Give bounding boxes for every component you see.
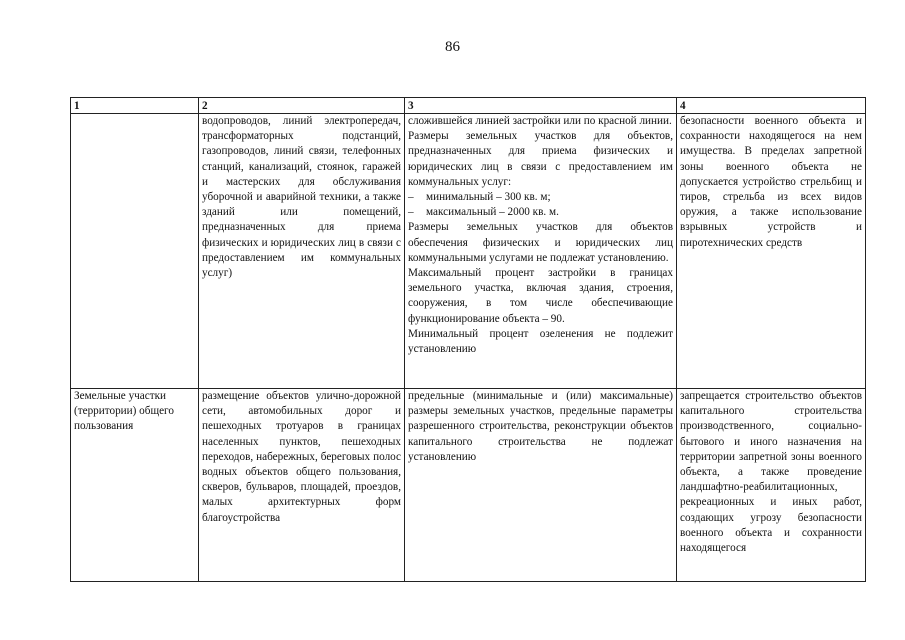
- parameters-paragraph: Минимальный процент озеленения не подлежит установлению: [408, 327, 673, 356]
- dash-marker: –: [408, 191, 414, 204]
- cell-restrictions: безопасности военного объекта и сохранности находящегося на нем имущества. В пределах запретной зоны военного объекта не допускается устройство стрельбищ и тиров, стрельба из всех видов оружия, а также использование взрывных устройств и пиротехнических средств: [677, 114, 866, 389]
- dash-list-item: [408, 190, 673, 205]
- parameters-paragraph: Размеры земельных участков для объектов, предназначенных для приема физических и юридических лиц в связи с предоставлением им коммунальных услуг:: [408, 130, 673, 188]
- table-row: [71, 114, 866, 389]
- dash-item-text: максимальный – 2000 кв. м.: [426, 206, 559, 219]
- header-col-4: 4: [677, 98, 866, 114]
- cell-parameters: [405, 114, 677, 389]
- cell-zone-type: Земельные участки (территории) общего пользования: [71, 389, 199, 582]
- header-col-3: 3: [405, 98, 677, 114]
- cell-zone-type: [71, 114, 199, 389]
- cell-permitted-use: водопроводов, линий электропередач, трансформаторных подстанций, газопроводов, линий связи, телефонных станций, канализаций, стоянок, гаражей и мастерских для обслуживания уборочной и аварийной техники, а также зданий или помещений, предназначенных для приема физических и юридических лиц в связи с предоставлением им коммунальных услуг): [199, 114, 405, 389]
- parameters-paragraph: Размеры земельных участков для объектов обеспечения физических и юридических лиц коммунальными услугами не подлежат установлению.: [408, 221, 673, 264]
- cell-restrictions: запрещается строительство объектов капитального строительства производственного, социально-бытового и иного назначения на территории запретной зоны военного объекта, а также проведение ландшафтно-реабилитационных, рекреационных и иных работ, создающих угрозу безопасности военного объекта и сохранности находящегося: [677, 389, 866, 582]
- dash-marker: –: [408, 206, 414, 219]
- cell-permitted-use: размещение объектов улично-дорожной сети, автомобильных дорог и пешеходных тротуаров в границах населенных пунктов, пешеходных переходов, набережных, береговых полос водных объектов общего пользования, скверов, бульваров, площадей, проездов, малых архитектурных форм благоустройства: [199, 389, 405, 582]
- parameters-paragraph: Максимальный процент застройки в границах земельного участка, включая здания, строения, сооружения, в том числе обеспечивающие функционирование объекта – 90.: [408, 267, 673, 325]
- table-header-row: [71, 98, 866, 114]
- table-row: [71, 389, 866, 582]
- parameters-paragraph: сложившейся линией застройки или по красной линии.: [408, 115, 672, 127]
- dash-item-text: минимальный – 300 кв. м;: [426, 191, 551, 204]
- regulations-table: [70, 97, 866, 582]
- header-col-1: 1: [71, 98, 199, 114]
- dash-list-item: [408, 205, 673, 220]
- header-col-2: 2: [199, 98, 405, 114]
- cell-parameters: предельные (минимальные и (или) максимальные) размеры земельных участков, предельные параметры разрешенного строительства, реконструкции объектов капитального строительства не подлежат установлению: [405, 389, 677, 582]
- page-number: 86: [445, 39, 460, 55]
